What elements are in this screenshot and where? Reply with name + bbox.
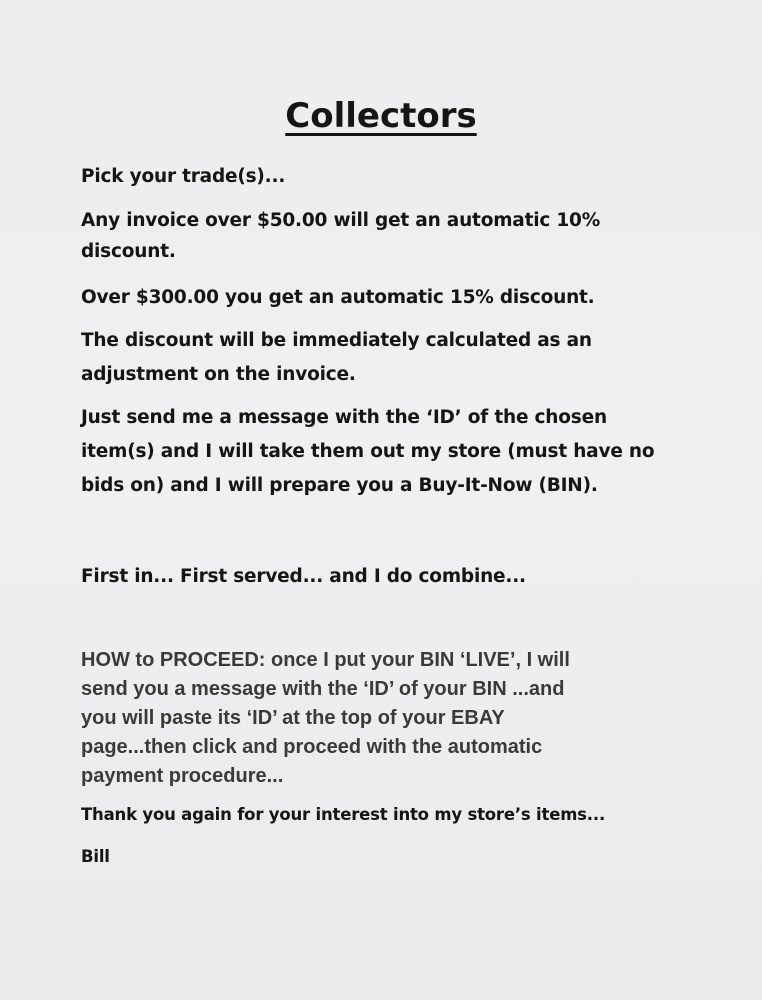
page-title bbox=[0, 94, 762, 138]
page-title-text: Collectors bbox=[285, 96, 477, 136]
send-message-line-3: bids on) and I will prepare you a Buy-It-Now (BIN). bbox=[81, 475, 598, 496]
signature: Bill bbox=[81, 847, 110, 866]
how-to-proceed-line-2: send you a message with the ‘ID’ of your BIN ...and bbox=[81, 678, 565, 700]
first-in-text: First in... First served... and I do combine... bbox=[81, 566, 526, 587]
discount-10-line-2: discount. bbox=[81, 241, 176, 262]
how-to-proceed-line-5: payment procedure... bbox=[81, 765, 284, 787]
calculation-line-2: adjustment on the invoice. bbox=[81, 364, 356, 385]
discount-15-text: Over $300.00 you get an automatic 15% discount. bbox=[81, 287, 595, 308]
send-message-line-1: Just send me a message with the ‘ID’ of the chosen bbox=[81, 407, 607, 428]
how-to-proceed-line-4: page...then click and proceed with the automatic bbox=[81, 736, 543, 758]
how-to-proceed-line-3: you will paste its ‘ID’ at the top of your EBAY bbox=[81, 707, 505, 729]
discount-10-line-1: Any invoice over $50.00 will get an automatic 10% bbox=[81, 210, 601, 231]
thank-you-text: Thank you again for your interest into my store’s items... bbox=[81, 805, 606, 824]
pick-trade-text: Pick your trade(s)... bbox=[81, 166, 286, 187]
send-message-line-2: item(s) and I will take them out my store (must have no bbox=[81, 441, 655, 462]
calculation-line-1: The discount will be immediately calculated as an bbox=[81, 330, 592, 351]
how-to-proceed-line-1: HOW to PROCEED: once I put your BIN ‘LIVE’, I will bbox=[81, 649, 570, 671]
